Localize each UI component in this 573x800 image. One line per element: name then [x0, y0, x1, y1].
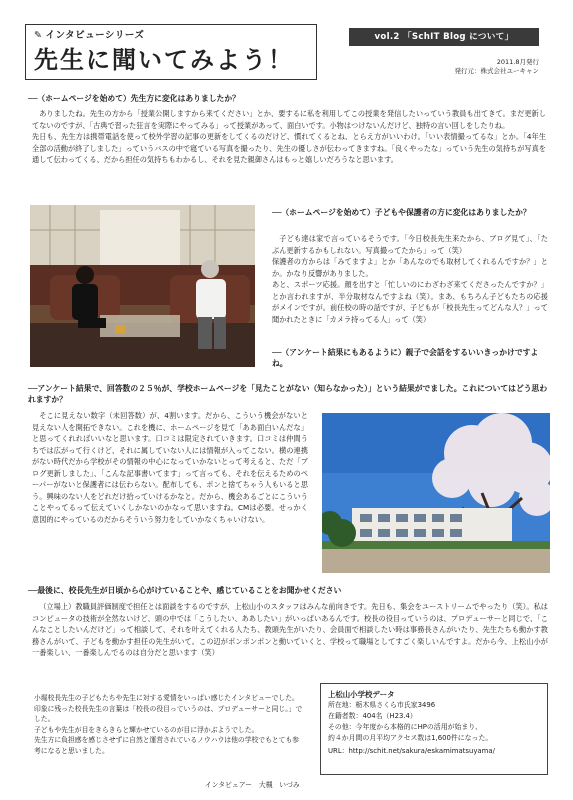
title-box	[25, 24, 317, 80]
question-3: ──（アンケート結果にもあるように）親子で会話をするいいきっかけですよね。	[272, 348, 539, 369]
answer-2: 子ども達は家で言っているそうです。「今日校長先生来たから、ブログ見て」、「たぶん更新するかもしれない。写真撮ってたから」って（笑） 保護者の方からは「みてますよ」とか「あんなのでも取材してくれるんですか？」とか。かなり反響がありました。 あと、スポーツ応援。顔を出すと「忙しいのにわざわざ来てくださったんですか？」とか言われますが、半分取材なんですよね（笑）。まあ、もちろん子どもたちの応援がメインですが。前任校の時の話ですが、子どもが「校長先生ってどんな人？」って聞かれたときに「カメラ持ってる人」って（笑）	[272, 234, 548, 324]
question-1: ──（ホームページを始めて）先生方に変化はありましたか？	[28, 94, 240, 103]
interview-photo	[30, 205, 255, 367]
volume-badge: vol.2 「SchIT Blog について」	[349, 28, 539, 46]
question-2: ──（ホームページを始めて）子どもや保護者の方に変化はありましたか？	[272, 208, 531, 217]
school-photo	[322, 413, 550, 573]
interviewer-credit: インタビュアー 大槻 いづみ	[205, 781, 300, 789]
school-students: 在籍者数：404名（H23.4）	[328, 712, 417, 721]
issue-date: 2011.8月発行	[496, 58, 539, 66]
publisher: 発行元：株式会社ユーキャン	[454, 67, 539, 76]
afterword: 小堀校長先生の子どもたちや先生に対する愛情をいっぱい感じたインタビューでした。印象に残った校長先生の言葉は「校長の役目っていうのは、プロデューサーと同じ。」でした。 子どもや先生が目をきらきらと輝かせているのが目に浮かぶようでした。 先生方に負担感を感じさせずに自然と運営されているノウハウは他の学校でもとても参考になると思いました。	[34, 694, 303, 755]
answer-1-paragraph: ありましたね。先生の方から「授業公開しますから来てください」とか、要するに私を利用してこの授業を発信したいっていう教員も出てきて。まだ更新してないのですが、「古典で習った狂言を実際にやってみる」って授業があって、面白いです。小物はつけないんだけど、独特の言い回しをしたりね。	[32, 109, 546, 130]
question-5: ──最後に、校長先生が日頃から心がけていることや、感じていることをお聞かせください	[28, 586, 342, 595]
school-address: 所在地：栃木県さくら市氏家3496	[328, 701, 436, 710]
question-4: ──アンケート結果で、回答数の２５％が、学校ホームページを「見たことがない（知らなかった）」という結果がでました。これについてはどう思われますか？	[28, 384, 548, 405]
publication-info	[455, 58, 540, 77]
school-other-1: その他：今年度から本格的にHPの活用が始まり、	[328, 722, 483, 731]
answer-1-paragraph: 先日も、先生方は携帯電話を使って校外学習の記事の更新をしてくるのだけど、慣れてくるとね、とらえ方がいいわけ。「いい表情撮ってるな」とか。「4年生全部の活動が終了しました」っていうバスの中で寝ている写真を撮ったり、先生の優しさが伝わってきますね。「良くやったな」っていう先生の気持ちが写真を通して伝わってくる、だから担任の気持ちもわかるし、それを見た親御さんはもっと嬉しいだろうなと思います。	[32, 132, 546, 165]
pencil-icon: ✎	[34, 30, 43, 41]
answer-1	[32, 108, 546, 166]
school-data-box	[320, 683, 548, 775]
page-title: 先生に聞いてみよう！	[34, 46, 294, 74]
school-other-2: 約４か月間の月平均アクセス数は1,600件になった。	[328, 733, 493, 742]
series-label: ✎ インタビューシリーズ	[34, 29, 144, 44]
answer-4: そこに見えない数字（未回答数）が、4割います。だから、こういう機会がないと見えない人を開拓できない。これを機に、ホームページを見て「ああ面白いんだな」と思ってくれればいいなと思います。口コミは限定されていきます。口コミは仲間うちでは広がって行くけど、それに属していない人には情報が入ってこない。横の連携がない時代だから学校がその情報の中心になっていかないとって考えると、ただ「ブログ更新しました」、「こんな記事書いてます」って言っても、それを伝えるためのペーパーがないと保護者には伝わらない。配布しても、ポンと捨てちゃう人もいると思う。興味のない人をどれだけ拾っていけるかなと。だから、機会あるごとにこういうことやってるって伝えていくしかないのかなって思いますね。CMは必要。せっかく意図的にやっているのだからそういう努力をしていかなくちゃいけない。	[32, 411, 308, 524]
school-data-heading: 上松山小学校データ	[328, 690, 395, 699]
school-url[interactable]: URL：http://schit.net/sakura/eskamimatsuyama/	[328, 747, 495, 756]
answer-5: （立場上）教職員評価制度で担任とは面談をするのですが、上松山小のスタッフはみんな前向きです。先日も、集会をユーストリームでやったり（笑）。私はコンピュータの技術が全然ないけど、頭の中では「こうしたい、ああしたい」がいっぱいあるんです。校長の役目っていうのは、プロデューサーと同じで、「こんなことしたいんだけど」って相談して、それを叶えてくれる人たち、教頭先生がいたり、会員面で相談したい時は事務長さんがいたり、先生たちも動かす教務さんがいて、子どもを動かす担任の先生がいて。この辺がポンポンポンと動いていくと、学校って職場としてすごく楽しいんですよ。だから今、上松山小が一番楽しい、一番楽しんでるのは自分だと思います（笑）	[32, 602, 548, 658]
